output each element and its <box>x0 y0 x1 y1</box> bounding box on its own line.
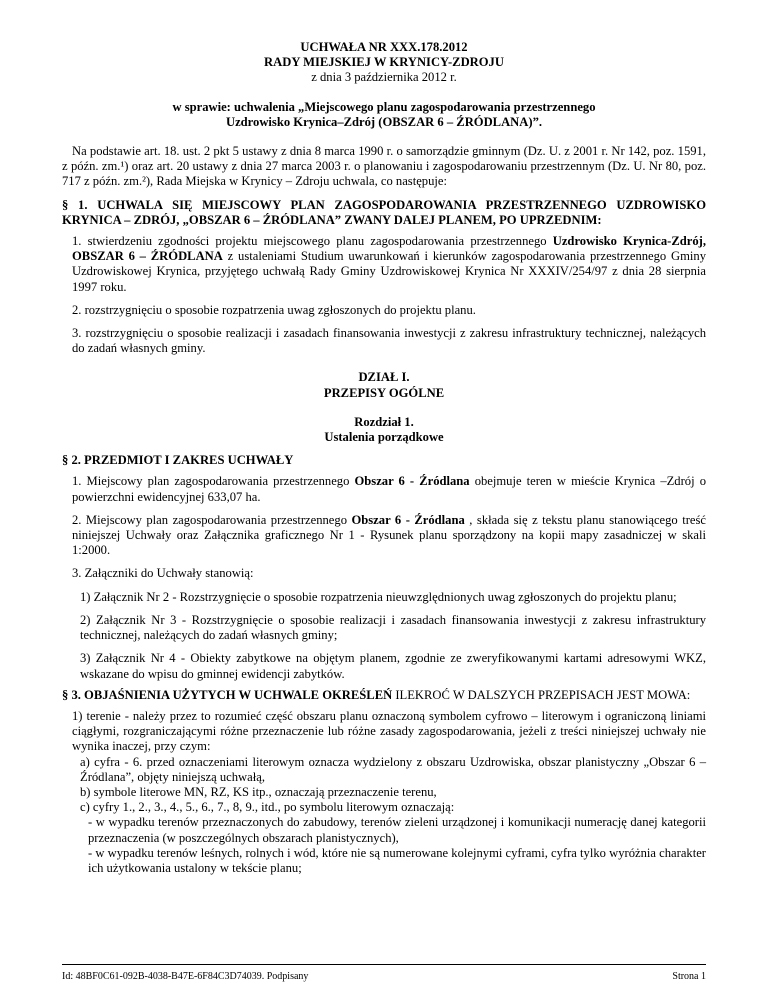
subject-line-1: w sprawie: uchwalenia „Miejscowego planu zagospodarowania przestrzennego <box>172 99 596 114</box>
section-3-sub-a: a) cyfra - 6. przed oznaczeniami literowym oznacza wydzielony z obszaru Uzdrowiska, obszar planistyczny „Obszar 6 – Źródlana”, objęty niniejszą uchwałą, <box>80 754 706 784</box>
section-3-sub-c: c) cyfry 1., 2., 3., 4., 5., 6., 7., 8, 9., itd., po symbolu literowym oznaczają: <box>80 800 455 815</box>
chapter-name: Ustalenia porządkowe <box>324 430 444 445</box>
section-3-dash-2: - w wypadku terenów leśnych, rolnych i wód, które nie są numerowane kolejnymi cyframi, cyfra tylko wyróżnia charakter ich użytkowania ustalony w tekście planu; <box>88 845 706 875</box>
division-name: PRZEPISY OGÓLNE <box>323 385 445 400</box>
section-2-item-2-c: , składa się z tekstu planu stanowiącego treść niniejszej Uchwały oraz Załącznika graficznego Nr 1 - Rysunek planu sporządzony na kopii mapy zasadniczej w skali 1:2000. <box>72 512 706 558</box>
document-content <box>62 40 706 876</box>
chapter-title <box>62 415 706 445</box>
section-1-item-1-a: 1. stwierdzeniu zgodności projektu miejscowego planu zagospodarowania przestrzennego <box>72 234 553 249</box>
section-1-item-3: 3. rozstrzygnięciu o sposobie realizacji i zasadach finansowania inwestycji z zakresu infrastruktury technicznej, należących do zadań własnych gminy. <box>72 326 706 356</box>
section-2-item-1-b: Obszar 6 - Źródlana <box>354 474 470 489</box>
section-2-item-2-b: Obszar 6 - Źródlana <box>351 512 465 527</box>
section-2-item-1-c: obejmuje teren w mieście Krynica –Zdrój o powierzchni ewidencyjnej 633,07 ha. <box>72 474 706 504</box>
page-number: Strona 1 <box>672 971 706 982</box>
attachment-1: 1) Załącznik Nr 2 - Rozstrzygnięcie o sposobie rozpatrzenia nieuwzględnionych uwag zgłoszonych do projektu planu; <box>80 589 677 604</box>
section-2-heading: § 2. PRZEDMIOT I ZAKRES UCHWAŁY <box>62 453 294 468</box>
section-2-item-3: 3. Załączniki do Uchwały stanowią: <box>72 566 254 581</box>
section-3-heading <box>62 688 706 703</box>
attachment-3: 3) Załącznik Nr 4 - Obiekty zabytkowe na objętym planem, zgodnie ze zweryfikowanymi kartami adresowymi WKZ, wskazane do wpisu do gminnej ewidencji zabytków. <box>80 651 706 681</box>
section-2-item-2 <box>62 513 706 559</box>
resolution-date: z dnia 3 października 2012 r. <box>311 70 457 85</box>
chapter-number: Rozdział 1. <box>354 414 414 429</box>
resolution-number: UCHWAŁA NR XXX.178.2012 <box>300 40 468 54</box>
section-1-item-1-b: Uzdrowisko Krynica-Zdrój, OBSZAR 6 – ŹRÓDLANA <box>72 234 706 264</box>
section-2-item-2-a: 2. Miejscowy plan zagospodarowania przestrzennego <box>72 512 352 527</box>
division-number: DZIAŁ I. <box>358 370 410 385</box>
division-title <box>62 370 706 400</box>
section-3-item-1: 1) terenie - należy przez to rozumieć część obszaru planu oznaczoną symbolem cyfrowo – literowym i ograniczoną liniami ciągłymi, rozgraniczającymi różne przeznaczenie lub różne zasady zagospodarowania, jeżeli z treści niniejszej uchwały nie wynika inaczej, przy czym: <box>72 708 706 754</box>
legal-basis: Na podstawie art. 18. ust. 2 pkt 5 ustawy z dnia 8 marca 1990 r. o samorządzie gminnym (Dz. U. z 2001 r. Nr 142, poz. 1591, z późn. zm.¹) oraz art. 20 ustawy z dnia 27 marca 2003 r. o planowaniu i zagospodarowaniu przestrzennym (Dz. U. Nr 80, poz. 717 z późn. zm.²), Rada Miejska w Krynicy – Zdroju uchwala, co następuje: <box>62 144 706 189</box>
council-name: RADY MIEJSKIEJ W KRYNICY-ZDROJU <box>264 55 504 70</box>
resolution-subject <box>62 100 706 130</box>
section-1-item-2: 2. rozstrzygnięciu o sposobie rozpatrzenia uwag zgłoszonych do projektu planu. <box>72 302 476 317</box>
page-footer <box>62 964 706 982</box>
section-1-heading: § 1. UCHWALA SIĘ MIEJSCOWY PLAN ZAGOSPODAROWANIA PRZESTRZENNEGO UZDROWISKO KRYNICA – ZDRÓJ, „OBSZAR 6 – ŹRÓDLANA” ZWANY DALEJ PLANEM, PO UPRZEDNIM: <box>62 197 706 227</box>
section-3-sub-b: b) symbole literowe MN, RZ, KS itp., oznaczają przeznaczenie terenu, <box>80 784 437 799</box>
section-2-item-1 <box>62 474 706 504</box>
resolution-header <box>62 40 706 70</box>
section-3-heading-rest: ILEKROĆ W DALSZYCH PRZEPISACH JEST MOWA: <box>392 687 691 702</box>
subject-line-2: Uzdrowisko Krynica–Zdrój (OBSZAR 6 – ŹRÓDLANA)”. <box>225 114 543 129</box>
resolution-date-block <box>62 70 706 85</box>
attachment-2: 2) Załącznik Nr 3 - Rozstrzygnięcie o sposobie realizacji i zasadach finansowania inwestycji z zakresu infrastruktury technicznej, należących do zadań własnych gminy; <box>80 612 706 643</box>
section-3-dash-1: - w wypadku terenów przeznaczonych do zabudowy, terenów zieleni urządzonej i komunikacji numerację danej kategorii przeznaczenia (w poszczególnych obszarach planistycznych), <box>88 815 706 845</box>
document-id: Id: 48BF0C61-092B-4038-B47E-6F84C3D74039. Podpisany <box>62 971 309 982</box>
section-1-item-1 <box>62 234 706 295</box>
section-1-item-1-c: z ustaleniami Studium uwarunkowań i kierunków zagospodarowania przestrzennego Gminy Uzdrowiskowej Krynica, przyjętego uchwałą Rady Gminy Uzdrowiskowej Krynica Nr XXXIV/254/97 z dnia 28 sierpnia 1997 roku. <box>72 249 707 294</box>
section-2-item-1-a: 1. Miejscowy plan zagospodarowania przestrzennego <box>72 474 355 489</box>
section-3-heading-bold: § 3. OBJAŚNIENIA UŻYTYCH W UCHWALE OKREŚLEŃ <box>62 687 393 702</box>
